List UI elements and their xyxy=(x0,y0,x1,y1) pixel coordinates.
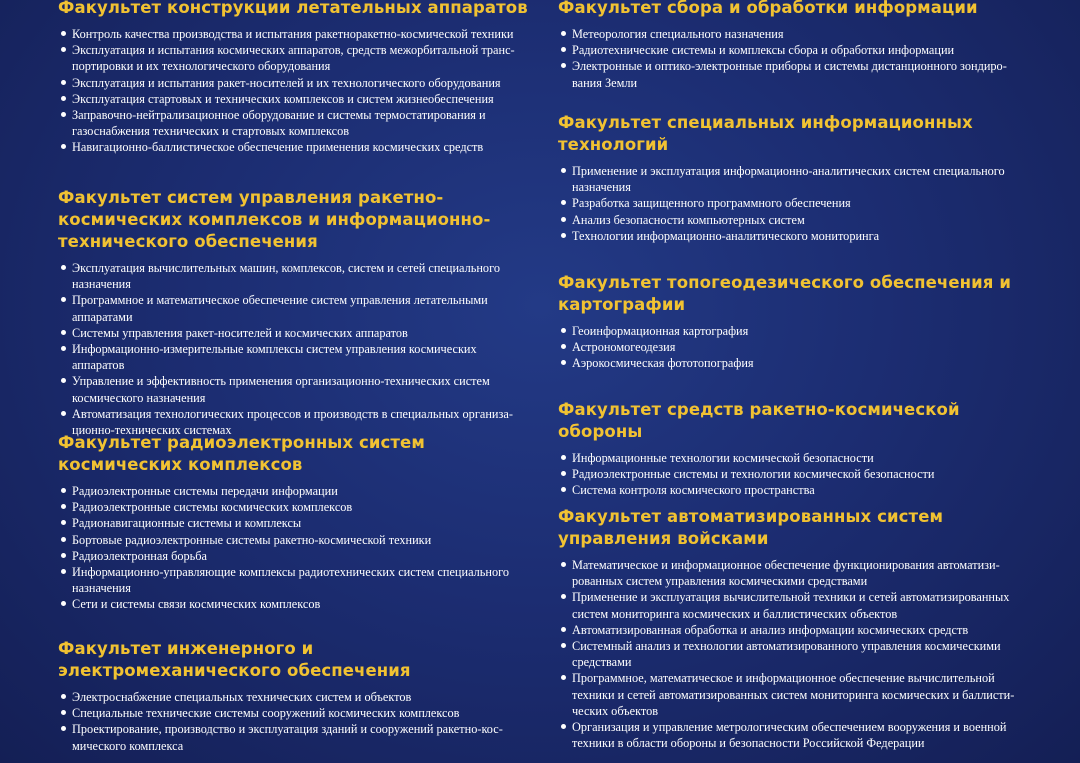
list-item: Программное, математическое и информационное обеспечение вычислительной техники и сетей автоматизированных систем мониторинга космических и баллистических объектов xyxy=(558,670,1028,719)
list-item: Навигационно-баллистическое обеспечение применения космических средств xyxy=(58,139,528,155)
faculty-title: Факультет систем управления ракетно-космических комплексов и информационно-технического обеспечения xyxy=(58,188,491,251)
specialty-list xyxy=(58,689,528,754)
list-item: Контроль качества производства и испытания ракетноракетно-космической техники xyxy=(58,26,528,42)
list-item: Аэрокосмическая фототопография xyxy=(558,355,1028,371)
specialty-list xyxy=(558,450,1028,499)
list-item: Астрономогеодезия xyxy=(558,339,1028,355)
faculty-space-defense xyxy=(558,399,1028,499)
specialty-list xyxy=(558,323,1028,372)
list-item: Специальные технические системы сооружений космических комплексов xyxy=(58,705,528,721)
faculty-automated-control xyxy=(558,506,1028,751)
faculty-control-systems xyxy=(58,187,528,438)
list-item: Эксплуатация и испытания ракет-носителей и их технологического оборудования xyxy=(58,75,528,91)
list-item: Геоинформационная картография xyxy=(558,323,1028,339)
faculty-title: Факультет инженерного и электромеханического обеспечения xyxy=(58,639,411,680)
list-item: Разработка защищенного программного обеспечения xyxy=(558,195,1028,211)
specialty-list xyxy=(58,26,528,156)
faculty-aircraft-design xyxy=(58,0,528,156)
list-item: Программное и математическое обеспечение систем управления летательными аппаратами xyxy=(58,292,528,324)
list-item: Информационно-измерительные комплексы систем управления космических аппаратов xyxy=(58,341,528,373)
faculty-engineering-support xyxy=(58,638,528,754)
faculty-title: Факультет специальных информационных технологий xyxy=(558,113,973,154)
list-item: Анализ безопасности компьютерных систем xyxy=(558,212,1028,228)
list-item: Заправочно-нейтрализационное оборудование и системы термостатирования и газоснабжения технических и стартовых комплексов xyxy=(58,107,528,139)
list-item: Управление и эффективность применения организационно-технических систем космического назначения xyxy=(58,373,528,405)
specialty-list xyxy=(558,163,1028,244)
list-item: Математическое и информационное обеспечение функционирования автоматизированных систем управления космическими средствами xyxy=(558,557,1028,589)
list-item: Эксплуатация вычислительных машин, комплексов, систем и сетей специального назначения xyxy=(58,260,528,292)
list-item: Радиоэлектронные системы и технологии космической безопасности xyxy=(558,466,1028,482)
list-item: Проектирование, производство и эксплуатация зданий и сооружений ракетно-космического комплекса xyxy=(58,721,528,753)
list-item: Организация и управление метрологическим обеспечением вооружения и военной техники в области обороны и безопасности Российской Федерации xyxy=(558,719,1028,751)
faculty-topogeodesy xyxy=(558,272,1028,372)
list-item: Радиоэлектронные системы передачи информации xyxy=(58,483,528,499)
list-item: Сети и системы связи космических комплексов xyxy=(58,596,528,612)
list-item: Автоматизированная обработка и анализ информации космических средств xyxy=(558,622,1028,638)
faculty-radioelectronic-systems xyxy=(58,432,528,613)
list-item: Системы управления ракет-носителей и космических аппаратов xyxy=(58,325,528,341)
list-item: Радиоэлектронная борьба xyxy=(58,548,528,564)
list-item: Информационно-управляющие комплексы радиотехнических систем специального назначения xyxy=(58,564,528,596)
list-item: Метеорология специального назначения xyxy=(558,26,1028,42)
list-item: Эксплуатация стартовых и технических комплексов и систем жизнеобеспечения xyxy=(58,91,528,107)
list-item: Радионавигационные системы и комплексы xyxy=(58,515,528,531)
list-item: Эксплуатация и испытания космических аппаратов, средств межорбитальной транспортировки и их технологического оборудования xyxy=(58,42,528,74)
specialty-list xyxy=(558,26,1028,91)
faculty-title: Факультет топогеодезического обеспечения и картографии xyxy=(558,273,1012,314)
list-item: Электронные и оптико-электронные приборы и системы дистанционного зондирования Земли xyxy=(558,58,1028,90)
faculty-title: Факультет сбора и обработки информации xyxy=(558,0,978,17)
faculty-title: Факультет автоматизированных систем управления войсками xyxy=(558,507,944,548)
list-item: Технологии информационно-аналитического мониторинга xyxy=(558,228,1028,244)
list-item: Бортовые радиоэлектронные системы ракетно-космической техники xyxy=(58,532,528,548)
list-item: Радиоэлектронные системы космических комплексов xyxy=(58,499,528,515)
list-item: Автоматизация технологических процессов и производств в специальных организационно-технических системах xyxy=(58,406,528,438)
list-item: Применение и эксплуатация вычислительной техники и сетей автоматизированных систем мониторинга космических и баллистических объектов xyxy=(558,589,1028,621)
faculty-title: Факультет конструкции летательных аппаратов xyxy=(58,0,528,17)
list-item: Радиотехнические системы и комплексы сбора и обработки информации xyxy=(558,42,1028,58)
specialty-list xyxy=(58,483,528,613)
faculty-title: Факультет радиоэлектронных систем космических комплексов xyxy=(58,433,425,474)
list-item: Системный анализ и технологии автоматизированного управления космическими средствами xyxy=(558,638,1028,670)
faculty-title: Факультет средств ракетно-космической обороны xyxy=(558,400,960,441)
specialty-list xyxy=(58,260,528,438)
faculty-special-it xyxy=(558,112,1028,244)
list-item: Система контроля космического пространства xyxy=(558,482,1028,498)
specialty-list xyxy=(558,557,1028,751)
list-item: Информационные технологии космической безопасности xyxy=(558,450,1028,466)
list-item: Применение и эксплуатация информационно-аналитических систем специального назначения xyxy=(558,163,1028,195)
faculty-information-collection xyxy=(558,0,1028,91)
list-item: Электроснабжение специальных технических систем и объектов xyxy=(58,689,528,705)
